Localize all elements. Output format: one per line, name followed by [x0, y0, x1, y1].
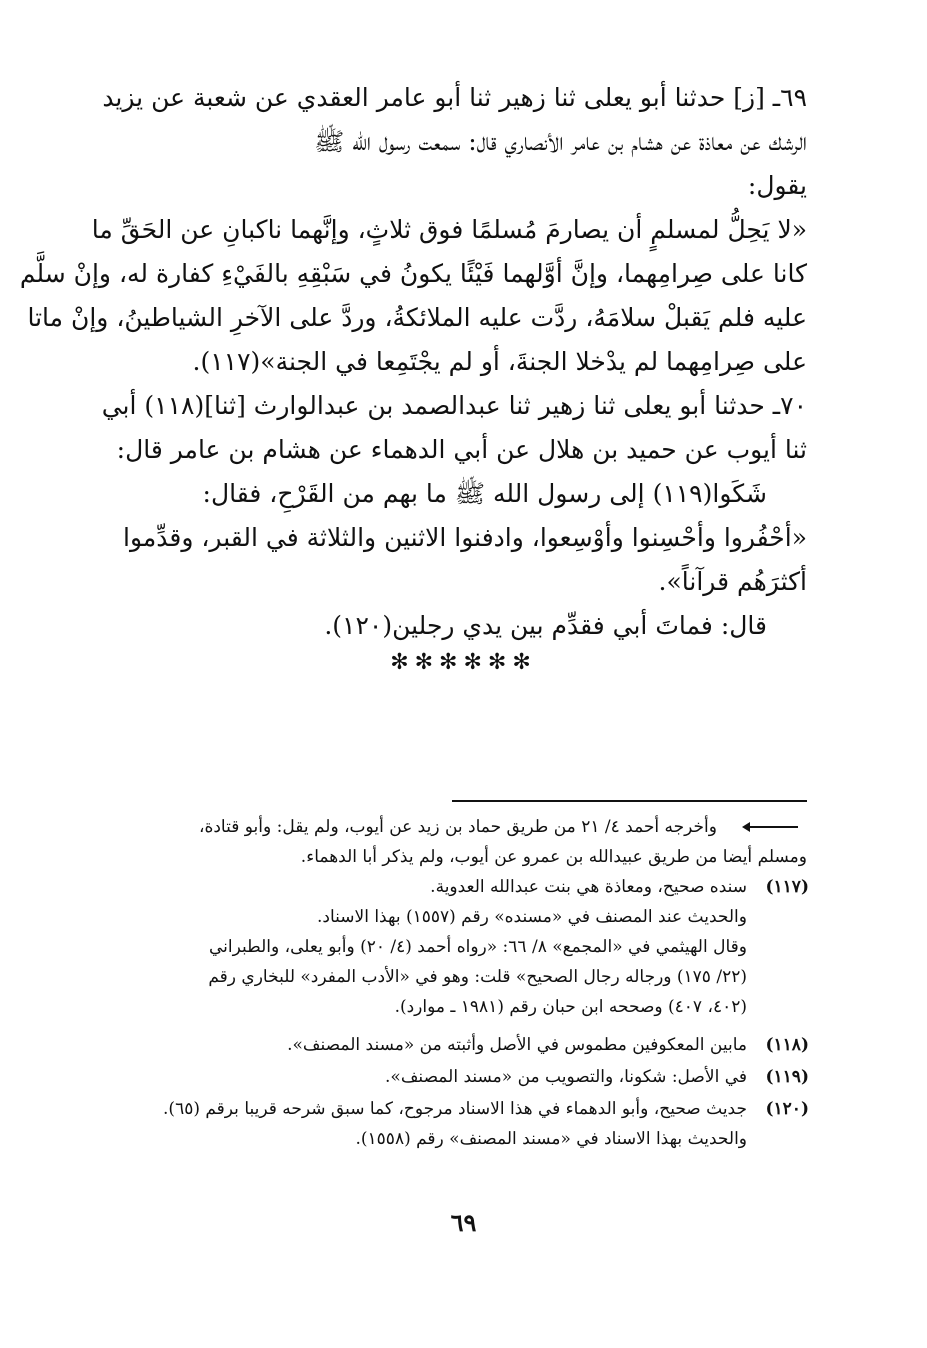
footnote-number: (١١٨)	[765, 1035, 809, 1055]
hadith-69-line-2: الرشك عن معاذة عن هشام بن عامر الأنصاري قال: سمعت رسول الله ﷺ	[314, 127, 807, 156]
hadith-70-line-3: شَكَوا(١١٩) إلى رسول الله ﷺ ما بهم من القَرْحِ، فقال:	[202, 479, 767, 508]
footnote-120-line-1: جديث صحيح، وأبو الدهماء في هذا الاسناد مرجوح، كما سبق شرحه قريبا برقم (٦٥).	[163, 1099, 747, 1119]
footnote-119-line-1: في الأصل: شكونا، والتصويب من «مسند المصنف».	[385, 1067, 747, 1087]
footnote-number: (١٢٠)	[765, 1099, 809, 1119]
footnote-continuation-line-1: وأخرجه أحمد ٤/ ٢١ من طريق حماد بن زيد عن أيوب، ولم يقل: وأبو قتادة،	[198, 817, 717, 837]
hadith-69-line-5: كانا على صِرامِهما، وإنَّ أوَّلهما فَيْئًا يكونُ في سَبْقِهِ بالفَيْءِ كفارة له، وإنْ سلَّم	[19, 259, 807, 288]
hadith-69-line-6: عليه فلم يَقبلْ سلامَهُ، ردَّت عليه الملائكةُ، وردَّ على الآخرِ الشياطينُ، وإنْ ماتا	[27, 303, 807, 332]
hadith-69-line-4: «لا يَحِلُّ لمسلمٍ أن يصارمَ مُسلمًا فوق ثلاثٍ، وإنَّهما ناكبانِ عن الحَقِّ ما	[91, 215, 807, 244]
footnote-117-line-2: والحديث عند المصنف في «مسنده» رقم (١٥٥٧) بهذا الاسناد.	[316, 907, 747, 927]
footnote-120-line-2: والحديث بهذا الاسناد في «مسند المصنف» رقم (١٥٥٨).	[355, 1129, 747, 1149]
hadith-70-line-2: ثنا أيوب عن حميد بن هلال عن أبي الدهماء عن هشام بن عامر قال:	[116, 435, 807, 464]
hadith-69-line-3: يقول:	[747, 171, 807, 200]
hadith-69-line-1: ٦٩ـ [ز] حدثنا أبو يعلى ثنا زهير ثنا أبو عامر العقدي عن شعبة عن يزيد	[102, 83, 807, 112]
hadith-70-line-5: أكثرَهُم قرآناً».	[658, 567, 807, 596]
continuation-arrow-icon	[748, 826, 798, 828]
hadith-70-line-4: «أحْفُروا وأحْسِنوا وأوْسِعوا، وادفنوا الاثنين والثلاثة في القبر، وقدِّموا	[123, 523, 807, 552]
footnote-118-line-1: مابين المعكوفين مطموس في الأصل وأثبته من «مسند المصنف».	[287, 1035, 747, 1055]
footnote-117-line-4: (٢٢/ ١٧٥) ورجاله رجال الصحيح» قلت: وهو في «الأدب المفرد» للبخاري رقم	[208, 967, 747, 987]
footnote-continuation-line-2: ومسلم أيضا من طريق عبيدالله بن عمرو عن أيوب، ولم يذكر أبا الدهماء.	[300, 847, 807, 867]
footnote-117-line-5: (٤٠٢، ٤٠٧) وصححه ابن حبان رقم (١٩٨١ ـ موارد).	[394, 997, 747, 1017]
footnote-rule	[452, 800, 807, 802]
footnote-number: (١١٩)	[765, 1067, 809, 1087]
footnote-117-line-1: سنده صحيح، ومعاذة هي بنت عبدالله العدوية.	[430, 877, 747, 897]
hadith-69-line-7: على صِرامِهما لم يدْخلا الجنةَ، أو لم يجْتَمِعا في الجنة»(١١٧).	[192, 347, 807, 376]
section-separator-stars: ✻✻✻✻✻✻	[390, 650, 537, 675]
footnote-number: (١١٧)	[765, 877, 809, 897]
footnote-117-line-3: وقال الهيثمي في «المجمع» ٨/ ٦٦: «رواه أحمد (٤/ ٢٠) وأبو يعلى، والطبراني	[209, 937, 747, 957]
page-number: ٦٩	[450, 1208, 477, 1237]
hadith-70-line-1: ٧٠ـ حدثنا أبو يعلى ثنا زهير ثنا عبدالصمد بن عبدالوارث [ثنا](١١٨) أبي	[101, 391, 807, 420]
hadith-70-line-6: قال: فماتَ أبي فقدِّم بين يدي رجلين(١٢٠).	[324, 611, 767, 640]
